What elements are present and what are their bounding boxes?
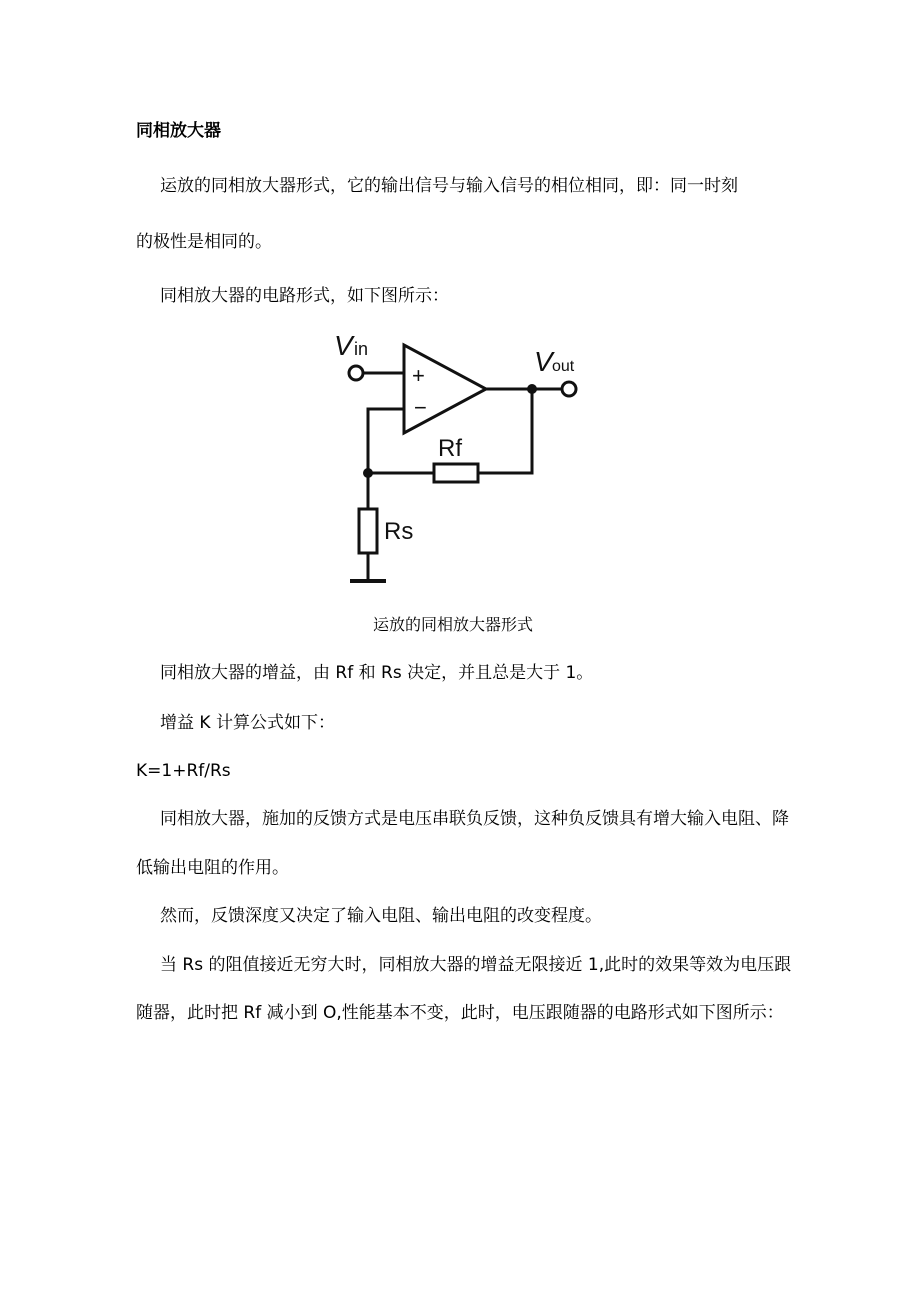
paragraph-5-line-1: 同相放大器，施加的反馈方式是电压串联负反馈，这种负反馈具有增大输入电阻、降 <box>160 809 789 829</box>
paragraph-1-line-1: 运放的同相放大器形式，它的输出信号与输入信号的相位相同，即：同一时刻 <box>160 176 738 196</box>
non-inverting-amplifier-diagram <box>328 325 598 595</box>
paragraph-4: 增益 K 计算公式如下： <box>160 713 335 733</box>
paragraph-1-line-2: 的极性是相同的。 <box>136 232 272 252</box>
rs-resistor <box>359 509 377 553</box>
minus-label: − <box>414 395 427 420</box>
vin-label-main: V <box>334 330 353 361</box>
vout-terminal <box>562 382 576 396</box>
gain-formula: K=1+Rf/Rs <box>136 761 231 781</box>
output-junction-dot <box>527 384 537 394</box>
rf-resistor <box>434 464 478 482</box>
vout-label-main: V <box>534 346 553 377</box>
plus-label: + <box>412 363 425 388</box>
rs-label: Rs <box>384 518 414 545</box>
vout-label-sub: out <box>552 358 575 375</box>
paragraph-2: 同相放大器的电路形式，如下图所示： <box>160 286 449 306</box>
paragraph-5-line-2: 低输出电阻的作用。 <box>136 858 289 878</box>
paragraph-7-line-2: 随器，此时把 Rf 减小到 O,性能基本不变，此时，电压跟随器的电路形式如下图所示： <box>136 1003 784 1023</box>
vin-label-sub: in <box>354 339 369 359</box>
rf-label: Rf <box>438 435 462 462</box>
figure-caption: 运放的同相放大器形式 <box>373 615 534 634</box>
paragraph-7-line-1: 当 Rs 的阻值接近无穷大时，同相放大器的增益无限接近 1,此时的效果等效为电压跟 <box>160 955 792 975</box>
feedback-junction-dot <box>363 468 373 478</box>
paragraph-3: 同相放大器的增益，由 Rf 和 Rs 决定，并且总是大于 1。 <box>160 663 594 683</box>
section-heading: 同相放大器 <box>136 121 221 141</box>
vin-terminal <box>349 366 363 380</box>
paragraph-6: 然而，反馈深度又决定了输入电阻、输出电阻的改变程度。 <box>160 906 602 926</box>
